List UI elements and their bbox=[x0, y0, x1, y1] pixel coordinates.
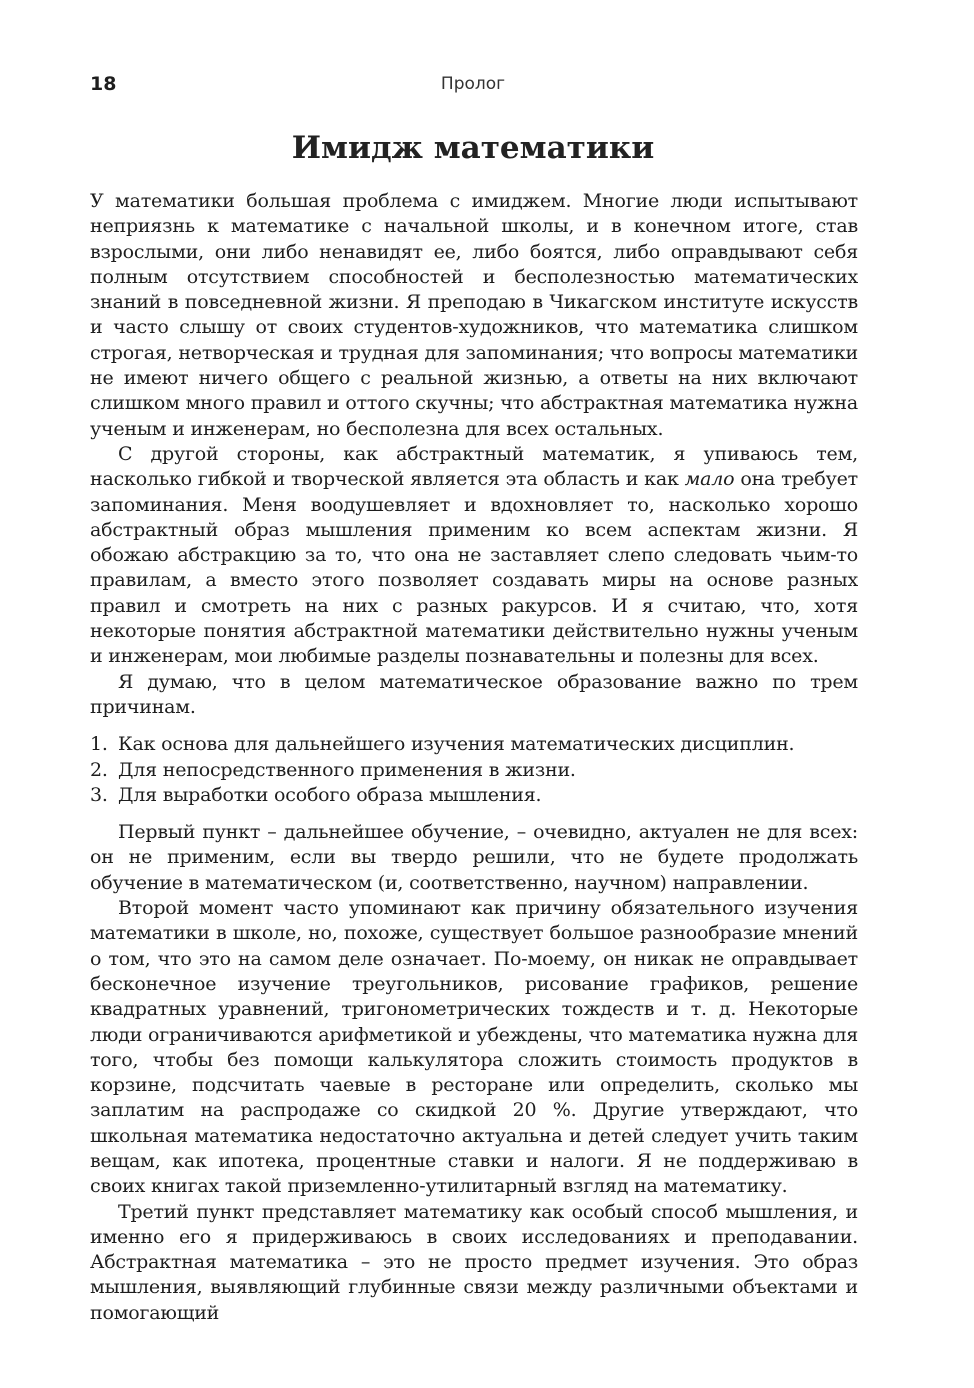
paragraph-2-emphasis: мало bbox=[684, 468, 735, 491]
list-item-text: Как основа для дальнейшего изучения математических дисциплин. bbox=[118, 733, 795, 756]
paragraph-6: Третий пункт представляет математику как особый способ мышления, и именно его я придерживаюсь в своих исследованиях и преподавании. Абстрактная математика – это не просто предмет изучения. Это образ мышления, выявляющий глубинные связи между различными объектами и помогающий bbox=[90, 1200, 858, 1324]
list-item bbox=[90, 732, 858, 757]
paragraph-3: Я думаю, что в целом математическое образование важно по трем причинам. bbox=[90, 670, 858, 718]
body-text bbox=[90, 189, 858, 1326]
paragraph-5: Второй момент часто упоминают как причину обязательного изучения математики в школе, но, похоже, существует большое разнообразие мнений о том, что это на самом деле означает. По-моему, он никак не оправдывает бесконечное изучение треугольников, рисование графиков, решение квадратных уравнений, тригонометрических тождеств и т. д. Некоторые люди ограничиваются арифметикой и убеждены, что математика нужна для того, чтобы без помощи калькулятора сложить стоимость продуктов в корзине, подсчитать чаевые в ресторане или определить, сколько мы заплатим на распродаже со скидкой 20 %. Другие утверждают, что школьная математика недостаточно актуальна и детей следует учить таким вещам, как ипотека, процентные ставки и налоги. Я не поддерживаю в своих книгах такой приземленно-утилитарный взгляд на математику. bbox=[90, 897, 858, 1198]
page-number: 18 bbox=[90, 73, 117, 95]
section-title: Имидж математики bbox=[291, 130, 655, 166]
list-item-text: Для непосредственного применения в жизни. bbox=[118, 758, 576, 781]
paragraph-2-part-1: С другой стороны, как абстрактный математик, я упиваюсь тем, насколько гибкой и творческой является эта область и как bbox=[90, 442, 858, 491]
paragraph-2 bbox=[90, 442, 858, 670]
list-item-text: Для выработки особого образа мышления. bbox=[118, 783, 542, 806]
paragraph-2-part-2: она требует запоминания. Меня воодушевляет и вдохновляет то, насколько хорошо абстрактный образ мышления применим ко всем аспектам жизни. Я обожаю абстракцию за то, что она не заставляет слепо следовать чьим-то правилам, а вместо этого позволяет создавать миры на основе разных правил и смотреть на них с разных ракурсов. И я считаю, что, хотя некоторые понятия абстрактной математики действительно нужны ученым и инженерам, мои любимые разделы познавательны и полезны для всех. bbox=[90, 468, 858, 668]
running-title: Пролог bbox=[440, 74, 506, 94]
list-item-number: 2. bbox=[90, 758, 108, 781]
list-item bbox=[90, 758, 858, 783]
list-item-number: 3. bbox=[90, 783, 108, 806]
paragraph-4: Первый пункт – дальнейшее обучение, – очевидно, актуален не для всех: он не применим, если вы твердо решили, что не будете продолжать обучение в математическом (и, соответственно, научном) направлении. bbox=[90, 821, 858, 894]
list-item bbox=[90, 783, 858, 808]
running-head bbox=[90, 71, 856, 97]
paragraph-1: У математики большая проблема с имиджем. Многие люди испытывают неприязнь к математике с начальной школы, и в конечном итоге, став взрослыми, они либо ненавидят ее, либо боятся, либо оправдывают себя полным отсутствием способностей и бесполезностью математических знаний в повседневной жизни. Я преподаю в Чикагском институте искусств и часто слышу от своих студентов-художников, что математика слишком строгая, нетворческая и трудная для запоминания; что вопросы математики не имеют ничего общего с реальной жизнью, а ответы на них включают слишком много правил и оттого скучны; что абстрактная математика нужна ученым и инженерам, но бесполезна для всех остальных. bbox=[90, 190, 858, 440]
reasons-list bbox=[90, 732, 858, 808]
list-item-number: 1. bbox=[90, 733, 108, 756]
